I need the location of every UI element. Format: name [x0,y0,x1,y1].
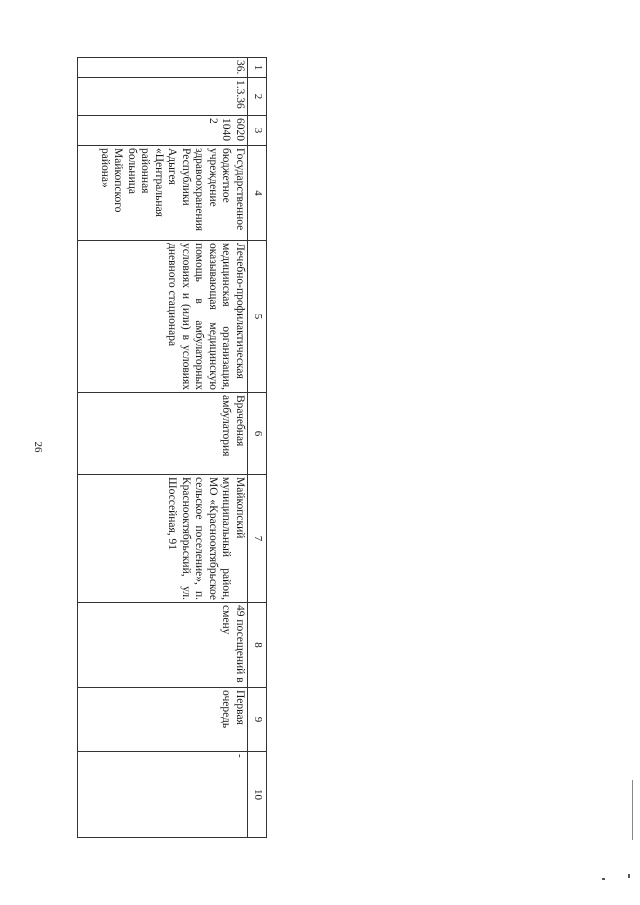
scan-mark-speck [628,874,630,878]
scan-mark-edge [632,780,633,840]
header-col-10: 10 [248,752,267,838]
cell-organization: Государственное бюджетное учреждение здравоохранения Республики Адыгея «Центральная районная больница Майкопского района» [78,146,248,241]
cell-facility-type: Врачебная амбулатория [78,393,248,475]
cell-organization-type: Лечебно-профилактическая медицинская организация, оказывающая медицинскую помощь в амбулаторных условиях и (или) в условиях дневного стационара [78,241,248,393]
header-col-9: 9 [248,688,267,752]
scan-mark-speck [602,878,605,880]
header-col-2: 2 [248,78,267,116]
header-col-6: 6 [248,393,267,475]
cell-oktmo: 602010402 [78,116,248,146]
registry-table-rotated [77,57,267,837]
cell-row-number: 36. [78,58,248,78]
header-row [248,58,267,838]
table-row [78,58,248,838]
header-col-7: 7 [248,475,267,603]
cell-note: - [78,752,248,838]
cell-address: Майкопский муниципальный район, МО «Краснооктябрьское сельское поселение», п. Краснооктябрьский, ул. Шоссейная, 91 [78,475,248,603]
page-number: 26 [32,441,44,453]
cell-priority: Первая очередь [78,688,248,752]
registry-table [77,57,267,838]
header-col-5: 5 [248,241,267,393]
cell-code: 1.3.36 [78,78,248,116]
header-col-1: 1 [248,58,267,78]
cell-capacity: 49 посещений в смену [78,603,248,688]
header-col-4: 4 [248,146,267,241]
header-col-8: 8 [248,603,267,688]
header-col-3: 3 [248,116,267,146]
